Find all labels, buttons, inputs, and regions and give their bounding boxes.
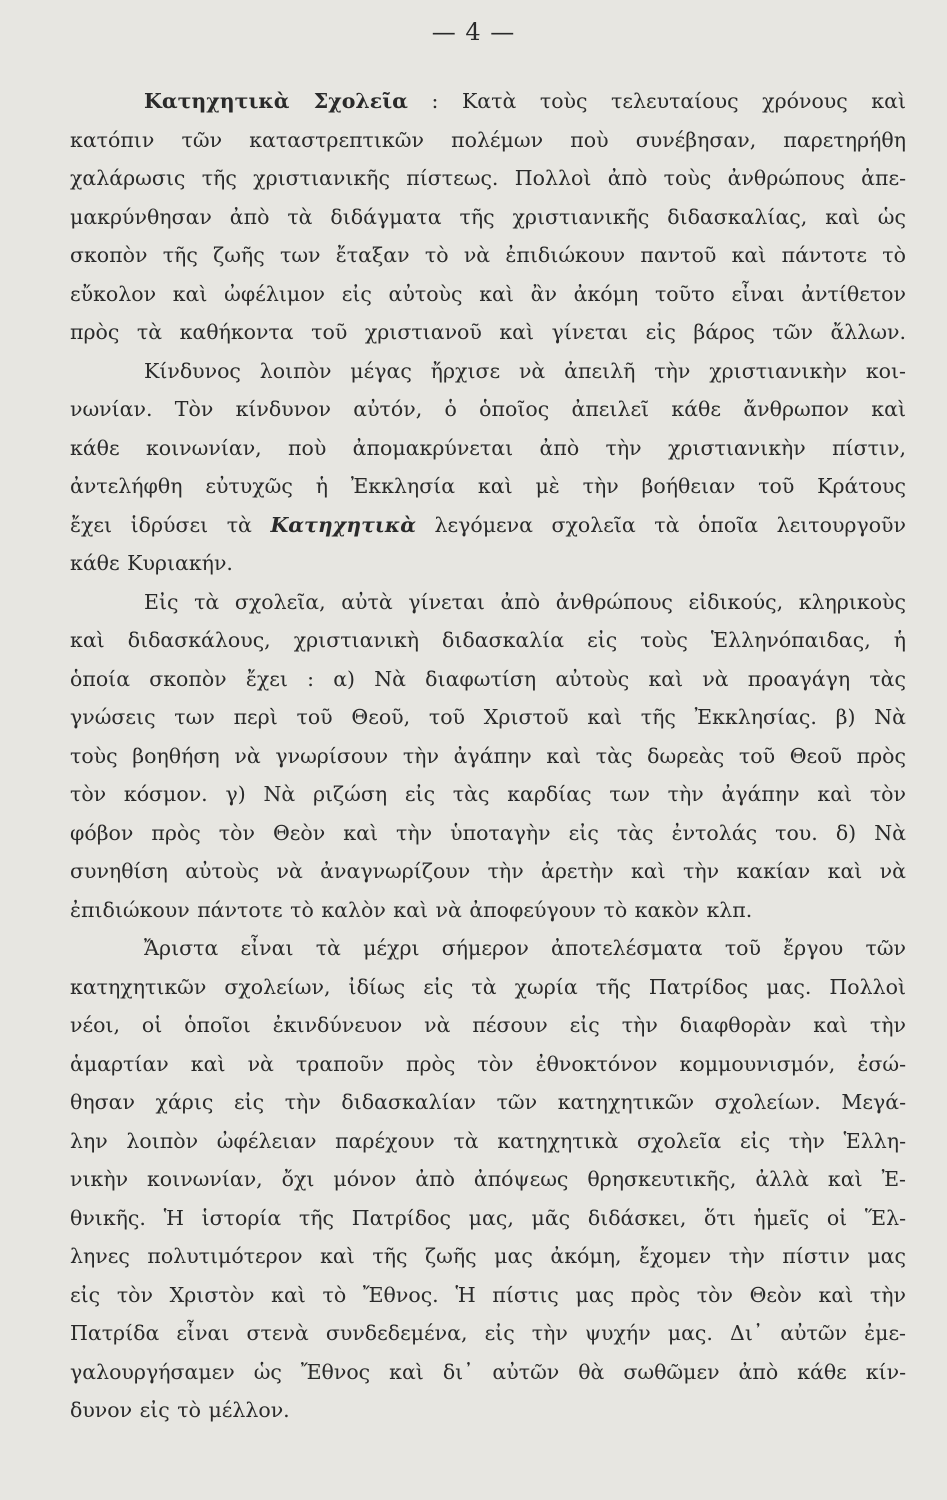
paragraph-1-line-4: μακρύνθησαν ἀπὸ τὰ διδάγματα τῆς χριστιανικῆς διδασκαλίας, καὶ ὡς — [70, 204, 906, 229]
paragraph-3-line-9: ἐπιδιώκουν πάντοτε τὸ καλὸν καὶ νὰ ἀποφεύγουν τὸ κακὸν κλπ. — [70, 897, 753, 922]
paragraph-2-line-5 — [70, 506, 906, 545]
paragraph-3-line-7: φόβον πρὸς τὸν Θεὸν καὶ τὴν ὑποταγὴν εἰς τὰς ἐντολάς του. δ) Νὰ — [70, 820, 906, 845]
paragraph-3-line-1: Εἰς τὰ σχολεῖα, αὐτὰ γίνεται ἀπὸ ἀνθρώπους εἰδικούς, κληρικοὺς — [144, 589, 906, 614]
paragraph-4-line-9: ληνες πολυτιμότερον καὶ τῆς ζωῆς μας ἀκόμη, ἔχομεν τὴν πίστιν μας — [70, 1244, 906, 1268]
paragraph-4-line-13: δυνον εἰς τὸ μέλλον. — [70, 1398, 290, 1422]
paragraph-1-line-5: σκοπὸν τῆς ζωῆς των ἔταξαν τὸ νὰ ἐπιδιώκουν παντοῦ καὶ πάντοτε τὸ — [70, 243, 906, 267]
paragraph-1-line-7: πρὸς τὰ καθήκοντα τοῦ χριστιανοῦ καὶ γίνεται εἰς βάρος τῶν ἄλλων. — [70, 320, 906, 344]
body-text — [70, 82, 906, 1430]
paragraph-3-line-8: συνηθίση αὐτοὺς νὰ ἀναγνωρίζουν τὴν ἀρετὴν καὶ τὴν κακίαν καὶ νὰ — [70, 859, 906, 883]
paragraph-4-line-6: λην λοιπὸν ὠφέλειαν παρέχουν τὰ κατηχητικὰ σχολεῖα εἰς τὴν Ἑλλη- — [70, 1128, 906, 1153]
paragraph-3-line-6: τὸν κόσμον. γ) Νὰ ριζώση εἰς τὰς καρδίας των τὴν ἀγάπην καὶ τὸν — [70, 782, 906, 806]
paragraph-4-line-11: Πατρίδα εἶναι στενὰ συνδεδεμένα, εἰς τὴν ψυχήν μας. Δι᾽ αὐτῶν ἐμε- — [70, 1321, 906, 1345]
paragraph-4-line-1: Ἄριστα εἶναι τὰ μέχρι σήμερον ἀποτελέσματα τοῦ ἔργου τῶν — [144, 936, 906, 960]
paragraph-3-line-3: ὁποία σκοπὸν ἔχει : α) Νὰ διαφωτίση αὐτοὺς καὶ νὰ προαγάγη τὰς — [70, 666, 906, 691]
paragraph-3-line-2: καὶ διδασκάλους, χριστιανικὴ διδασκαλία εἰς τοὺς Ἑλληνόπαιδας, ἡ — [70, 628, 906, 652]
paragraph-2-line-5-after: λεγόμενα σχολεῖα τὰ ὁποῖα λειτουργοῦν — [415, 512, 906, 537]
paragraph-4-line-5: θησαν χάρις εἰς τὴν διδασκαλίαν τῶν κατηχητικῶν σχολείων. Μεγά- — [70, 1090, 906, 1114]
paragraph-1-line-2: κατόπιν τῶν καταστρεπτικῶν πολέμων ποὺ συνέβησαν, παρετηρήθη — [70, 127, 906, 152]
paragraph-1-line-1-text: : Κατὰ τοὺς τελευταίους χρόνους καὶ — [407, 89, 906, 113]
paragraph-2-line-1: Κίνδυνος λοιπὸν μέγας ἤρχισε νὰ ἀπειλῆ τὴν χριστιανικὴν κοι- — [144, 358, 906, 383]
katichitika-term: Κατηχητικὰ — [270, 512, 416, 537]
paragraph-4-line-3: νέοι, οἱ ὁποῖοι ἐκινδύνευον νὰ πέσουν εἰς τὴν διαφθορὰν καὶ τὴν — [70, 1013, 906, 1037]
paragraph-2-line-3: κάθε κοινωνίαν, ποὺ ἀπομακρύνεται ἀπὸ τὴν χριστιανικὴν πίστιν, — [70, 435, 906, 460]
paragraph-4-line-8: θνικῆς. Ἡ ἱστορία τῆς Πατρίδος μας, μᾶς διδάσκει, ὅτι ἡμεῖς οἱ Ἕλ- — [70, 1205, 906, 1230]
paragraph-4-line-4: ἁμαρτίαν καὶ νὰ τραποῦν πρὸς τὸν ἐθνοκτόνον κομμουνισμόν, ἐσώ- — [70, 1051, 906, 1076]
section-heading: Κατηχητικὰ Σχολεῖα — [144, 89, 408, 113]
paragraph-1-line-6: εὔκολον καὶ ὠφέλιμον εἰς αὐτοὺς καὶ ἂν ἀκόμη τοῦτο εἶναι ἀντίθετον — [70, 281, 906, 306]
page-number: — 4 — — [431, 18, 516, 46]
paragraph-4-line-12: γαλουργήσαμεν ὡς Ἔθνος καὶ δι᾽ αὐτῶν θὰ σωθῶμεν ἀπὸ κάθε κίν- — [70, 1359, 906, 1384]
paragraph-4-line-7: νικὴν κοινωνίαν, ὄχι μόνον ἀπὸ ἀπόψεως θρησκευτικῆς, ἀλλὰ καὶ Ἐ- — [70, 1167, 906, 1191]
paragraph-2-line-2: νωνίαν. Τὸν κίνδυνον αὐτόν, ὁ ὁποῖος ἀπειλεῖ κάθε ἄνθρωπον καὶ — [70, 397, 906, 421]
paragraph-1-line-3: χαλάρωσις τῆς χριστιανικῆς πίστεως. Πολλοὶ ἀπὸ τοὺς ἀνθρώπους ἀπε- — [70, 166, 906, 190]
paragraph-2-line-4: ἀντελήφθη εὐτυχῶς ἡ Ἐκκλησία καὶ μὲ τὴν βοήθειαν τοῦ Κράτους — [70, 474, 906, 498]
paragraph-3-line-4: γνώσεις των περὶ τοῦ Θεοῦ, τοῦ Χριστοῦ καὶ τῆς Ἐκκλησίας. β) Νὰ — [70, 705, 906, 729]
paragraph-1-line-1 — [70, 82, 906, 121]
paragraph-4-line-10: εἰς τὸν Χριστὸν καὶ τὸ Ἔθνος. Ἡ πίστις μας πρὸς τὸν Θεὸν καὶ τὴν — [70, 1282, 906, 1307]
paragraph-4-line-2: κατηχητικῶν σχολείων, ἰδίως εἰς τὰ χωρία τῆς Πατρίδος μας. Πολλοὶ — [70, 974, 906, 999]
paragraph-2-line-5-before: ἔχει ἱδρύσει τὰ — [70, 512, 271, 537]
paragraph-2-line-6: κάθε Κυριακήν. — [70, 551, 233, 575]
paragraph-3-line-5: τοὺς βοηθήση νὰ γνωρίσουν τὴν ἀγάπην καὶ τὰς δωρεὰς τοῦ Θεοῦ πρὸς — [70, 743, 906, 768]
